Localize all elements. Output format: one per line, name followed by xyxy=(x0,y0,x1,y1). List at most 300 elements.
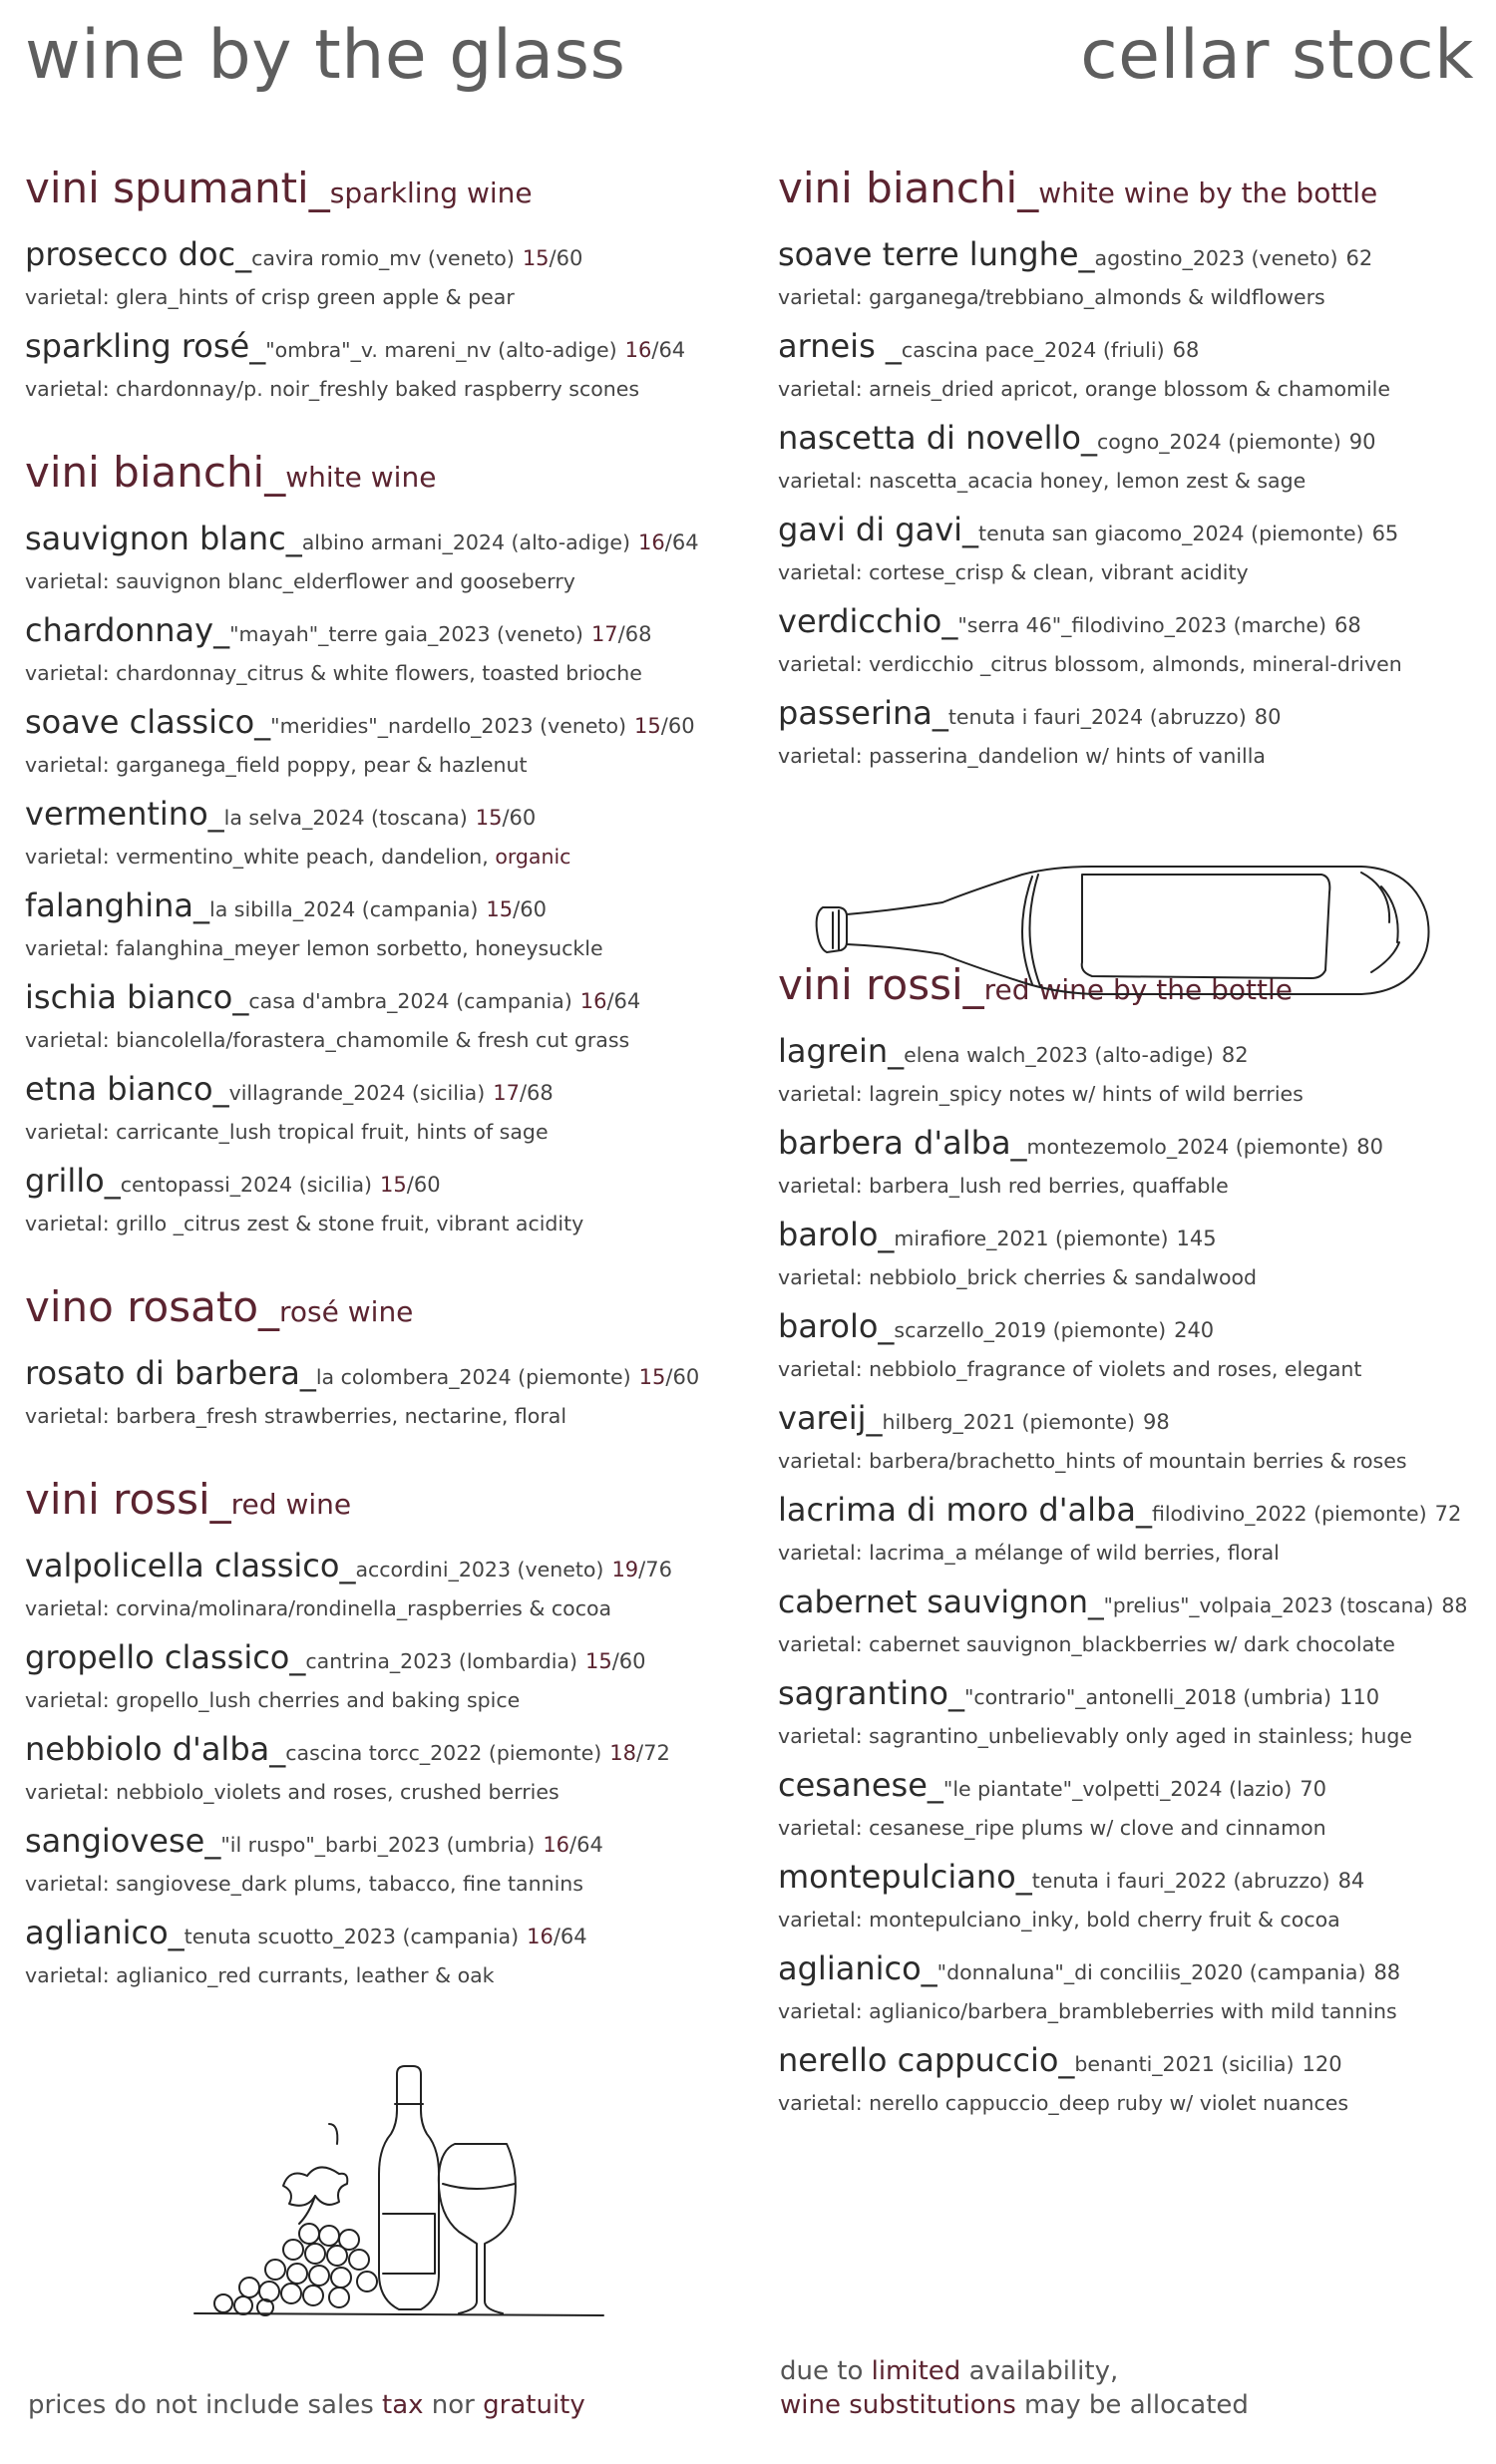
varietal-text: varietal: carricante_lush tropical fruit, hints of sage xyxy=(25,1120,549,1144)
wine-name: cabernet sauvignon_ xyxy=(778,1583,1104,1620)
wine-price xyxy=(639,1365,700,1389)
wine-still-life-icon xyxy=(189,2064,608,2318)
wine-line xyxy=(25,233,753,281)
wine-item xyxy=(778,1947,1476,2027)
wine-item xyxy=(778,600,1476,680)
wine-line xyxy=(778,417,1476,465)
wine-varietal xyxy=(25,1959,753,1991)
wine-producer: "prelius"_volpaia_2023 (toscana) xyxy=(1103,1593,1434,1617)
wine-line xyxy=(25,1352,753,1400)
wine-producer: accordini_2023 (veneto) xyxy=(355,1558,604,1582)
varietal-text: varietal: aglianico_red currants, leather & oak xyxy=(25,1963,495,1987)
wine-price xyxy=(380,1173,441,1197)
wine-line xyxy=(25,1820,753,1868)
footer-left-gratuity: gratuity xyxy=(483,2390,585,2420)
varietal-text: varietal: lagrein_spicy notes w/ hints of wild berries xyxy=(778,1082,1304,1106)
price-bottle: 60 xyxy=(556,246,583,270)
wine-name: aglianico_ xyxy=(25,1914,185,1951)
wine-item xyxy=(778,1305,1476,1385)
wine-price xyxy=(609,1741,670,1765)
wine-name: falanghina_ xyxy=(25,886,210,924)
varietal-text: varietal: arneis_dried apricot, orange blossom & chamomile xyxy=(778,377,1390,401)
wine-name: aglianico_ xyxy=(778,1949,937,1987)
wine-price: 120 xyxy=(1302,2052,1342,2076)
wine-line xyxy=(778,1214,1476,1261)
wine-item xyxy=(778,509,1476,588)
wine-item xyxy=(25,1636,753,1716)
wine-varietal xyxy=(778,1720,1476,1752)
price-separator: / xyxy=(664,530,672,554)
price-glass: 16 xyxy=(624,338,652,362)
wine-item xyxy=(25,518,753,597)
wine-varietal xyxy=(25,1400,753,1432)
varietal-text: varietal: grillo _citrus zest & stone fruit, vibrant acidity xyxy=(25,1212,584,1235)
section-title-main: vini rossi_ xyxy=(25,1475,231,1524)
wine-name: sparkling rosé_ xyxy=(25,327,266,365)
varietal-text: varietal: montepulciano_inky, bold cherry fruit & cocoa xyxy=(778,1908,1340,1932)
wine-price xyxy=(527,1925,587,1948)
wine-item xyxy=(25,1545,753,1624)
footer-right-limited: limited xyxy=(871,2356,961,2386)
price-separator: / xyxy=(502,806,510,830)
wine-price: 110 xyxy=(1338,1685,1380,1709)
price-bottle: 60 xyxy=(520,897,547,921)
varietal-text: varietal: nascetta_acacia honey, lemon zest & sage xyxy=(778,469,1307,493)
wine-item xyxy=(25,1728,753,1808)
wine-varietal xyxy=(778,1537,1476,1569)
wine-producer: villagrande_2024 (sicilia) xyxy=(228,1081,486,1105)
wine-varietal xyxy=(778,1078,1476,1110)
section-subtitle: red wine by the bottle xyxy=(983,973,1293,1006)
wine-line xyxy=(778,692,1476,740)
price-glass: 15 xyxy=(475,806,503,830)
price-separator: / xyxy=(606,989,614,1013)
price-bottle: 60 xyxy=(413,1173,441,1197)
menu-section xyxy=(25,1281,753,1432)
wine-price: 98 xyxy=(1142,1410,1170,1434)
wine-line xyxy=(778,1764,1476,1812)
wine-varietal xyxy=(778,740,1476,772)
wine-producer: scarzello_2019 (piemonte) xyxy=(894,1318,1167,1342)
left-column xyxy=(25,163,753,1991)
varietal-text: varietal: vermentino_white peach, dandelion, xyxy=(25,845,496,869)
wine-producer: mirafiore_2021 (piemonte) xyxy=(894,1227,1169,1250)
wine-price: 82 xyxy=(1221,1043,1249,1067)
wine-price: 80 xyxy=(1356,1135,1383,1159)
wine-varietal xyxy=(25,1868,753,1900)
varietal-text: varietal: sangiovese_dark plums, tabacco, fine tannins xyxy=(25,1872,583,1896)
wine-producer: "il ruspo"_barbi_2023 (umbria) xyxy=(220,1833,536,1857)
wine-price: 240 xyxy=(1174,1318,1215,1342)
wine-line xyxy=(778,1397,1476,1445)
right-column xyxy=(778,163,1476,2119)
wine-price: 62 xyxy=(1345,246,1373,270)
varietal-text: varietal: falanghina_meyer lemon sorbetto, honeysuckle xyxy=(25,936,603,960)
price-glass: 15 xyxy=(638,1365,666,1389)
wine-line xyxy=(778,1030,1476,1078)
wine-varietal xyxy=(25,1592,753,1624)
wine-name: gavi di gavi_ xyxy=(778,511,979,548)
section-title xyxy=(25,447,753,504)
wine-bottle-icon xyxy=(803,853,1446,1002)
wine-name: barolo_ xyxy=(778,1216,895,1253)
wine-producer: "mayah"_terre gaia_2023 (veneto) xyxy=(229,622,583,646)
varietal-text: varietal: biancolella/forastera_chamomile & fresh cut grass xyxy=(25,1028,630,1052)
wine-line xyxy=(778,325,1476,373)
varietal-text: varietal: barbera_fresh strawberries, nectarine, floral xyxy=(25,1404,567,1428)
wine-line xyxy=(778,1489,1476,1537)
wine-line xyxy=(778,1947,1476,1995)
varietal-text: varietal: passerina_dandelion w/ hints of vanilla xyxy=(778,744,1266,768)
price-glass: 15 xyxy=(522,246,550,270)
wine-price: 84 xyxy=(1337,1869,1365,1893)
price-separator: / xyxy=(519,1081,528,1105)
wine-price xyxy=(543,1833,603,1857)
menu-section xyxy=(25,1474,753,1991)
varietal-text: varietal: garganega/trebbiano_almonds & wildflowers xyxy=(778,285,1325,309)
wine-item xyxy=(778,1672,1476,1752)
section-subtitle: white wine by the bottle xyxy=(1038,176,1378,209)
wine-line xyxy=(25,1160,753,1208)
varietal-text: varietal: barbera_lush red berries, quaffable xyxy=(778,1174,1229,1198)
wine-varietal xyxy=(25,1024,753,1056)
wine-producer: "serra 46"_filodivino_2023 (marche) xyxy=(957,613,1326,637)
price-bottle: 60 xyxy=(509,806,537,830)
wine-item xyxy=(778,1214,1476,1293)
wine-item xyxy=(25,976,753,1056)
wine-varietal xyxy=(778,1261,1476,1293)
wine-varietal xyxy=(778,465,1476,497)
wine-name: verdicchio_ xyxy=(778,602,958,640)
wine-producer: "ombra"_v. mareni_nv (alto-adige) xyxy=(265,338,617,362)
wine-producer: hilberg_2021 (piemonte) xyxy=(882,1410,1135,1434)
footer-right-text-2: availability, xyxy=(960,2356,1119,2386)
price-bottle: 64 xyxy=(658,338,686,362)
price-bottle: 64 xyxy=(560,1925,587,1948)
varietal-text: varietal: lacrima_a mélange of wild berries, floral xyxy=(778,1541,1280,1565)
wine-line xyxy=(25,1636,753,1684)
wine-name: prosecco doc_ xyxy=(25,235,252,273)
wine-producer: cantrina_2023 (lombardia) xyxy=(305,1649,577,1673)
wine-varietal xyxy=(25,932,753,964)
wine-line xyxy=(778,2039,1476,2087)
wine-name: nerello cappuccio_ xyxy=(778,2041,1075,2079)
wine-item xyxy=(25,1352,753,1432)
price-glass: 15 xyxy=(380,1173,407,1197)
header-cellar-stock: cellar stock xyxy=(1080,16,1474,95)
wine-price: 88 xyxy=(1441,1593,1468,1617)
header-wine-by-the-glass: wine by the glass xyxy=(25,16,626,95)
wine-line xyxy=(25,1545,753,1592)
wine-price xyxy=(493,1081,554,1105)
wine-name: sauvignon blanc_ xyxy=(25,520,302,557)
wine-name: sagrantino_ xyxy=(778,1674,964,1712)
menu-section xyxy=(778,163,1476,772)
wine-producer: "contrario"_antonelli_2018 (umbria) xyxy=(963,1685,1331,1709)
wine-line xyxy=(25,976,753,1024)
wine-producer: centopassi_2024 (sicilia) xyxy=(120,1173,373,1197)
wine-price xyxy=(486,897,547,921)
wine-producer: albino armani_2024 (alto-adige) xyxy=(301,530,631,554)
footer-right-text-3: may be allocated xyxy=(1015,2390,1249,2420)
wine-line xyxy=(25,701,753,749)
wine-varietal xyxy=(778,1904,1476,1936)
varietal-text: varietal: chardonnay_citrus & white flowers, toasted brioche xyxy=(25,661,642,685)
price-separator: / xyxy=(651,338,659,362)
wine-item xyxy=(778,1489,1476,1569)
price-bottle: 60 xyxy=(618,1649,646,1673)
wine-name: lagrein_ xyxy=(778,1032,905,1070)
section-subtitle: sparkling wine xyxy=(329,176,533,209)
varietal-text: varietal: corvina/molinara/rondinella_raspberries & cocoa xyxy=(25,1596,612,1620)
wine-varietal xyxy=(778,1170,1476,1202)
varietal-text: varietal: nebbiolo_violets and roses, crushed berries xyxy=(25,1780,560,1804)
section-title-main: vini rossi_ xyxy=(778,960,984,1009)
wine-varietal xyxy=(25,1776,753,1808)
wine-name: grillo_ xyxy=(25,1162,121,1200)
wine-name: nebbiolo d'alba_ xyxy=(25,1730,286,1768)
wine-item xyxy=(778,1856,1476,1936)
wine-varietal xyxy=(778,648,1476,680)
wine-producer: "donnaluna"_di conciliis_2020 (campania) xyxy=(936,1960,1366,1984)
wine-varietal xyxy=(25,565,753,597)
wine-name: sangiovese_ xyxy=(25,1822,221,1860)
footer-left-tax: tax xyxy=(382,2390,424,2420)
wine-price xyxy=(523,246,583,270)
price-separator: / xyxy=(660,714,668,738)
price-bottle: 68 xyxy=(527,1081,554,1105)
wine-name: soave terre lunghe_ xyxy=(778,235,1095,273)
wine-price xyxy=(638,530,699,554)
wine-name: ischia bianco_ xyxy=(25,978,249,1016)
wine-varietal xyxy=(778,556,1476,588)
varietal-text: varietal: nebbiolo_brick cherries & sandalwood xyxy=(778,1265,1258,1289)
wine-price: 145 xyxy=(1176,1227,1217,1250)
wine-varietal xyxy=(25,749,753,781)
wine-name: soave classico_ xyxy=(25,703,271,741)
price-bottle: 60 xyxy=(672,1365,700,1389)
wine-varietal xyxy=(25,1208,753,1239)
varietal-text: varietal: nebbiolo_fragrance of violets and roses, elegant xyxy=(778,1357,1362,1381)
wine-line xyxy=(25,1068,753,1116)
wine-item xyxy=(778,2039,1476,2119)
wine-line xyxy=(778,1856,1476,1904)
wine-price: 88 xyxy=(1373,1960,1401,1984)
wine-varietal xyxy=(25,1684,753,1716)
wine-item xyxy=(778,233,1476,313)
price-bottle: 76 xyxy=(645,1558,672,1582)
wine-name: cesanese_ xyxy=(778,1766,943,1804)
varietal-text: varietal: sauvignon blanc_elderflower and gooseberry xyxy=(25,569,575,593)
price-glass: 17 xyxy=(493,1081,520,1105)
wine-item xyxy=(25,325,753,405)
wine-item xyxy=(778,1030,1476,1110)
wine-price xyxy=(625,338,686,362)
price-bottle: 64 xyxy=(613,989,641,1013)
wine-line xyxy=(778,1122,1476,1170)
wine-producer: tenuta i fauri_2022 (abruzzo) xyxy=(1031,1869,1330,1893)
wine-item xyxy=(25,609,753,689)
varietal-text: varietal: sagrantino_unbelievably only aged in stainless; huge xyxy=(778,1724,1413,1748)
wine-line xyxy=(778,509,1476,556)
price-glass: 19 xyxy=(611,1558,639,1582)
varietal-text: varietal: barbera/brachetto_hints of mountain berries & roses xyxy=(778,1449,1407,1473)
wine-varietal xyxy=(25,281,753,313)
wine-varietal xyxy=(778,373,1476,405)
section-title xyxy=(778,163,1476,219)
wine-varietal xyxy=(778,1995,1476,2027)
footer-availability-note xyxy=(780,2354,1249,2422)
section-title-main: vini bianchi_ xyxy=(25,448,286,497)
price-bottle: 72 xyxy=(643,1741,670,1765)
wine-producer: la selva_2024 (toscana) xyxy=(223,806,468,830)
footer-right-substitutions: wine substitutions xyxy=(780,2390,1016,2420)
wine-price xyxy=(580,989,641,1013)
price-glass: 17 xyxy=(590,622,618,646)
wine-item xyxy=(25,884,753,964)
wine-varietal xyxy=(25,373,753,405)
wine-producer: "le piantate"_volpetti_2024 (lazio) xyxy=(942,1777,1293,1801)
footer-right-text-1: due to xyxy=(780,2356,872,2386)
wine-line xyxy=(778,1581,1468,1627)
wine-name: valpolicella classico_ xyxy=(25,1547,356,1584)
wine-varietal xyxy=(778,1812,1476,1844)
price-bottle: 64 xyxy=(576,1833,603,1857)
wine-name: etna bianco_ xyxy=(25,1070,229,1108)
wine-producer: casa d'ambra_2024 (campania) xyxy=(248,989,572,1013)
varietal-text: varietal: cesanese_ripe plums w/ clove and cinnamon xyxy=(778,1816,1326,1840)
wine-producer: tenuta i fauri_2024 (abruzzo) xyxy=(947,705,1247,729)
wine-producer: tenuta san giacomo_2024 (piemonte) xyxy=(978,522,1364,545)
price-separator: / xyxy=(611,1649,619,1673)
wine-item xyxy=(778,1581,1476,1660)
wine-price: 65 xyxy=(1371,522,1399,545)
section-title-main: vini bianchi_ xyxy=(778,164,1039,212)
varietal-text: varietal: nerello cappuccio_deep ruby w/ violet nuances xyxy=(778,2091,1349,2115)
wine-name: vareij_ xyxy=(778,1399,883,1437)
wine-line xyxy=(25,884,753,932)
menu-section xyxy=(25,163,753,405)
wine-line xyxy=(25,1912,753,1959)
wine-item xyxy=(778,1122,1476,1202)
wine-item xyxy=(778,1764,1476,1844)
wine-item xyxy=(778,692,1476,772)
price-bottle: 68 xyxy=(624,622,652,646)
wine-line xyxy=(25,518,753,565)
wine-producer: "meridies"_nardello_2023 (veneto) xyxy=(270,714,627,738)
wine-name: nascetta di novello_ xyxy=(778,419,1097,457)
wine-line xyxy=(778,233,1476,281)
menu-section xyxy=(778,959,1476,2119)
wine-name: rosato di barbera_ xyxy=(25,1354,316,1392)
wine-price: 70 xyxy=(1300,1777,1327,1801)
varietal-text: varietal: aglianico/barbera_brambleberries with mild tannins xyxy=(778,1999,1397,2023)
wine-line xyxy=(778,600,1476,648)
wine-producer: elena walch_2023 (alto-adige) xyxy=(904,1043,1214,1067)
price-separator: / xyxy=(569,1833,577,1857)
wine-varietal xyxy=(25,657,753,689)
price-separator: / xyxy=(406,1173,414,1197)
wine-name: vermentino_ xyxy=(25,795,224,833)
section-title-main: vino rosato_ xyxy=(25,1282,280,1331)
wine-name: passerina_ xyxy=(778,694,948,732)
varietal-text: varietal: garganega_field poppy, pear & hazlenut xyxy=(25,753,528,777)
wine-price xyxy=(611,1558,672,1582)
price-glass: 16 xyxy=(638,530,665,554)
wine-price: 68 xyxy=(1172,338,1200,362)
price-separator: / xyxy=(636,1741,644,1765)
wine-price: 72 xyxy=(1434,1502,1462,1526)
wine-producer: cascina torcc_2022 (piemonte) xyxy=(285,1741,602,1765)
wine-item xyxy=(25,793,753,873)
price-bottle: 64 xyxy=(671,530,699,554)
wine-name: lacrima di moro d'alba_ xyxy=(778,1491,1152,1529)
section-title-main: vini spumanti_ xyxy=(25,164,330,212)
wine-name: gropello classico_ xyxy=(25,1638,306,1676)
wine-item xyxy=(778,1397,1476,1477)
varietal-text: varietal: verdicchio _citrus blossom, almonds, mineral-driven xyxy=(778,652,1402,676)
wine-producer: benanti_2021 (sicilia) xyxy=(1074,2052,1295,2076)
wine-item xyxy=(25,1068,753,1148)
price-bottle: 60 xyxy=(667,714,695,738)
price-glass: 15 xyxy=(634,714,661,738)
varietal-text: varietal: cabernet sauvignon_blackberries w/ dark chocolate xyxy=(778,1632,1395,1656)
price-glass: 18 xyxy=(609,1741,637,1765)
price-glass: 16 xyxy=(543,1833,570,1857)
wine-varietal xyxy=(25,1116,753,1148)
varietal-accent: organic xyxy=(495,845,571,869)
price-separator: / xyxy=(549,246,557,270)
price-separator: / xyxy=(553,1925,561,1948)
price-glass: 15 xyxy=(486,897,514,921)
wine-name: montepulciano_ xyxy=(778,1858,1032,1896)
wine-line xyxy=(25,793,753,841)
wine-line xyxy=(25,325,753,373)
wine-producer: la colombera_2024 (piemonte) xyxy=(315,1365,631,1389)
wine-producer: filodivino_2022 (piemonte) xyxy=(1151,1502,1427,1526)
varietal-text: varietal: gropello_lush cherries and baking spice xyxy=(25,1688,521,1712)
wine-item xyxy=(778,417,1476,497)
footer-prices-note xyxy=(28,2388,585,2422)
varietal-text: varietal: glera_hints of crisp green apple & pear xyxy=(25,285,515,309)
wine-price xyxy=(476,806,537,830)
wine-price: 90 xyxy=(1348,430,1376,454)
wine-line xyxy=(778,1305,1476,1353)
wine-item xyxy=(25,1820,753,1900)
wine-producer: la sibilla_2024 (campania) xyxy=(209,897,479,921)
wine-price: 68 xyxy=(1333,613,1361,637)
price-separator: / xyxy=(513,897,521,921)
section-subtitle: red wine xyxy=(230,1488,352,1521)
wine-producer: cogno_2024 (piemonte) xyxy=(1096,430,1341,454)
wine-item xyxy=(25,1912,753,1991)
wine-name: barbera d'alba_ xyxy=(778,1124,1027,1162)
wine-producer: cascina pace_2024 (friuli) xyxy=(901,338,1165,362)
wine-producer: cavira romio_mv (veneto) xyxy=(251,246,515,270)
wine-price: 80 xyxy=(1254,705,1282,729)
varietal-text: varietal: cortese_crisp & clean, vibrant acidity xyxy=(778,560,1249,584)
wine-line xyxy=(778,1672,1476,1720)
wine-varietal xyxy=(778,2087,1476,2119)
wine-producer: montezemolo_2024 (piemonte) xyxy=(1026,1135,1349,1159)
price-glass: 16 xyxy=(579,989,607,1013)
wine-varietal xyxy=(778,1628,1476,1660)
price-separator: / xyxy=(617,622,625,646)
price-separator: / xyxy=(665,1365,673,1389)
wine-price xyxy=(591,622,652,646)
wine-price xyxy=(634,714,695,738)
wine-varietal xyxy=(778,281,1476,313)
